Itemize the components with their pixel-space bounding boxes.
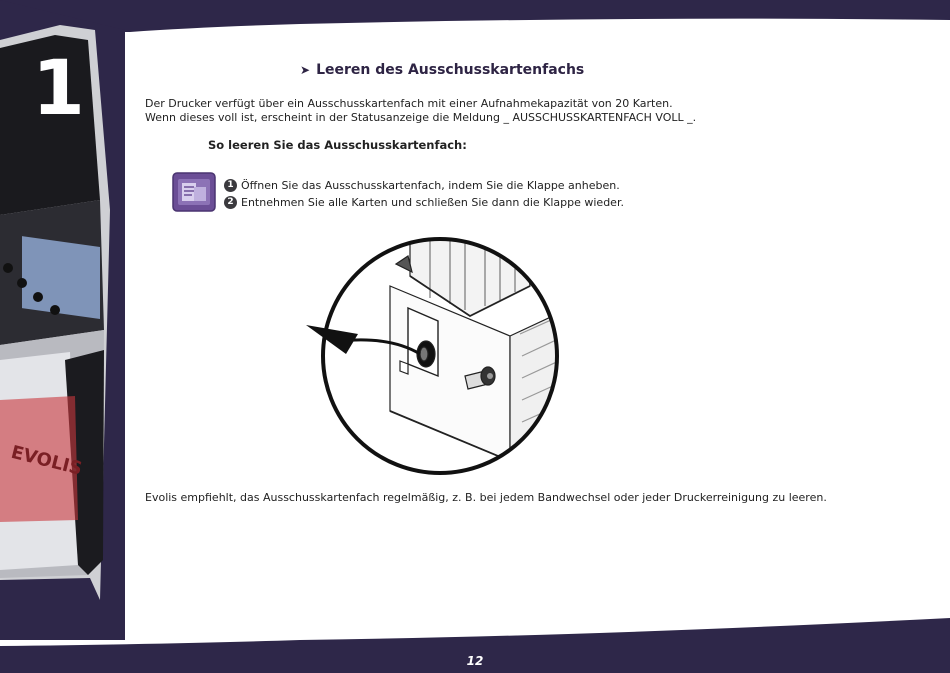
- list-item: [224, 177, 624, 194]
- page-number: 12: [466, 654, 484, 668]
- intro-line-2: Wenn dieses voll ist, erscheint in der Statusanzeige die Meldung _ AUSSCHUSSKARTENFACH VOLL _.: [145, 111, 697, 124]
- section-title-text: Leeren des Ausschusskartenfachs: [316, 62, 585, 78]
- step-text: Entnehmen Sie alle Karten und schließen Sie dann die Klappe wieder.: [241, 196, 624, 209]
- intro-line-1: Der Drucker verfügt über ein Ausschusskartenfach mit einer Aufnahmekapazität von 20 Karten.: [145, 97, 673, 110]
- steps-list: [224, 177, 624, 211]
- section-title: [300, 62, 584, 78]
- intro-paragraph: [145, 97, 845, 125]
- chapter-number: 1: [32, 43, 85, 132]
- step-marker: 2: [224, 196, 237, 209]
- reject-tray-illustration: [300, 226, 600, 476]
- printer-brand-mark: EVOLIS: [8, 441, 85, 480]
- maintenance-tip: Evolis empfiehlt, das Ausschusskartenfach regelmäßig, z. B. bei jedem Bandwechsel oder jeder Druckerreinigung zu leeren.: [145, 491, 827, 504]
- step-marker: 1: [224, 179, 237, 192]
- printer-card-icon: [172, 172, 216, 212]
- step-text: Öffnen Sie das Ausschusskartenfach, indem Sie die Klappe anheben.: [241, 179, 620, 192]
- procedure-heading: So leeren Sie das Ausschusskartenfach:: [208, 138, 467, 152]
- list-item: [224, 194, 624, 211]
- arrowhead-icon: ➤: [300, 63, 311, 77]
